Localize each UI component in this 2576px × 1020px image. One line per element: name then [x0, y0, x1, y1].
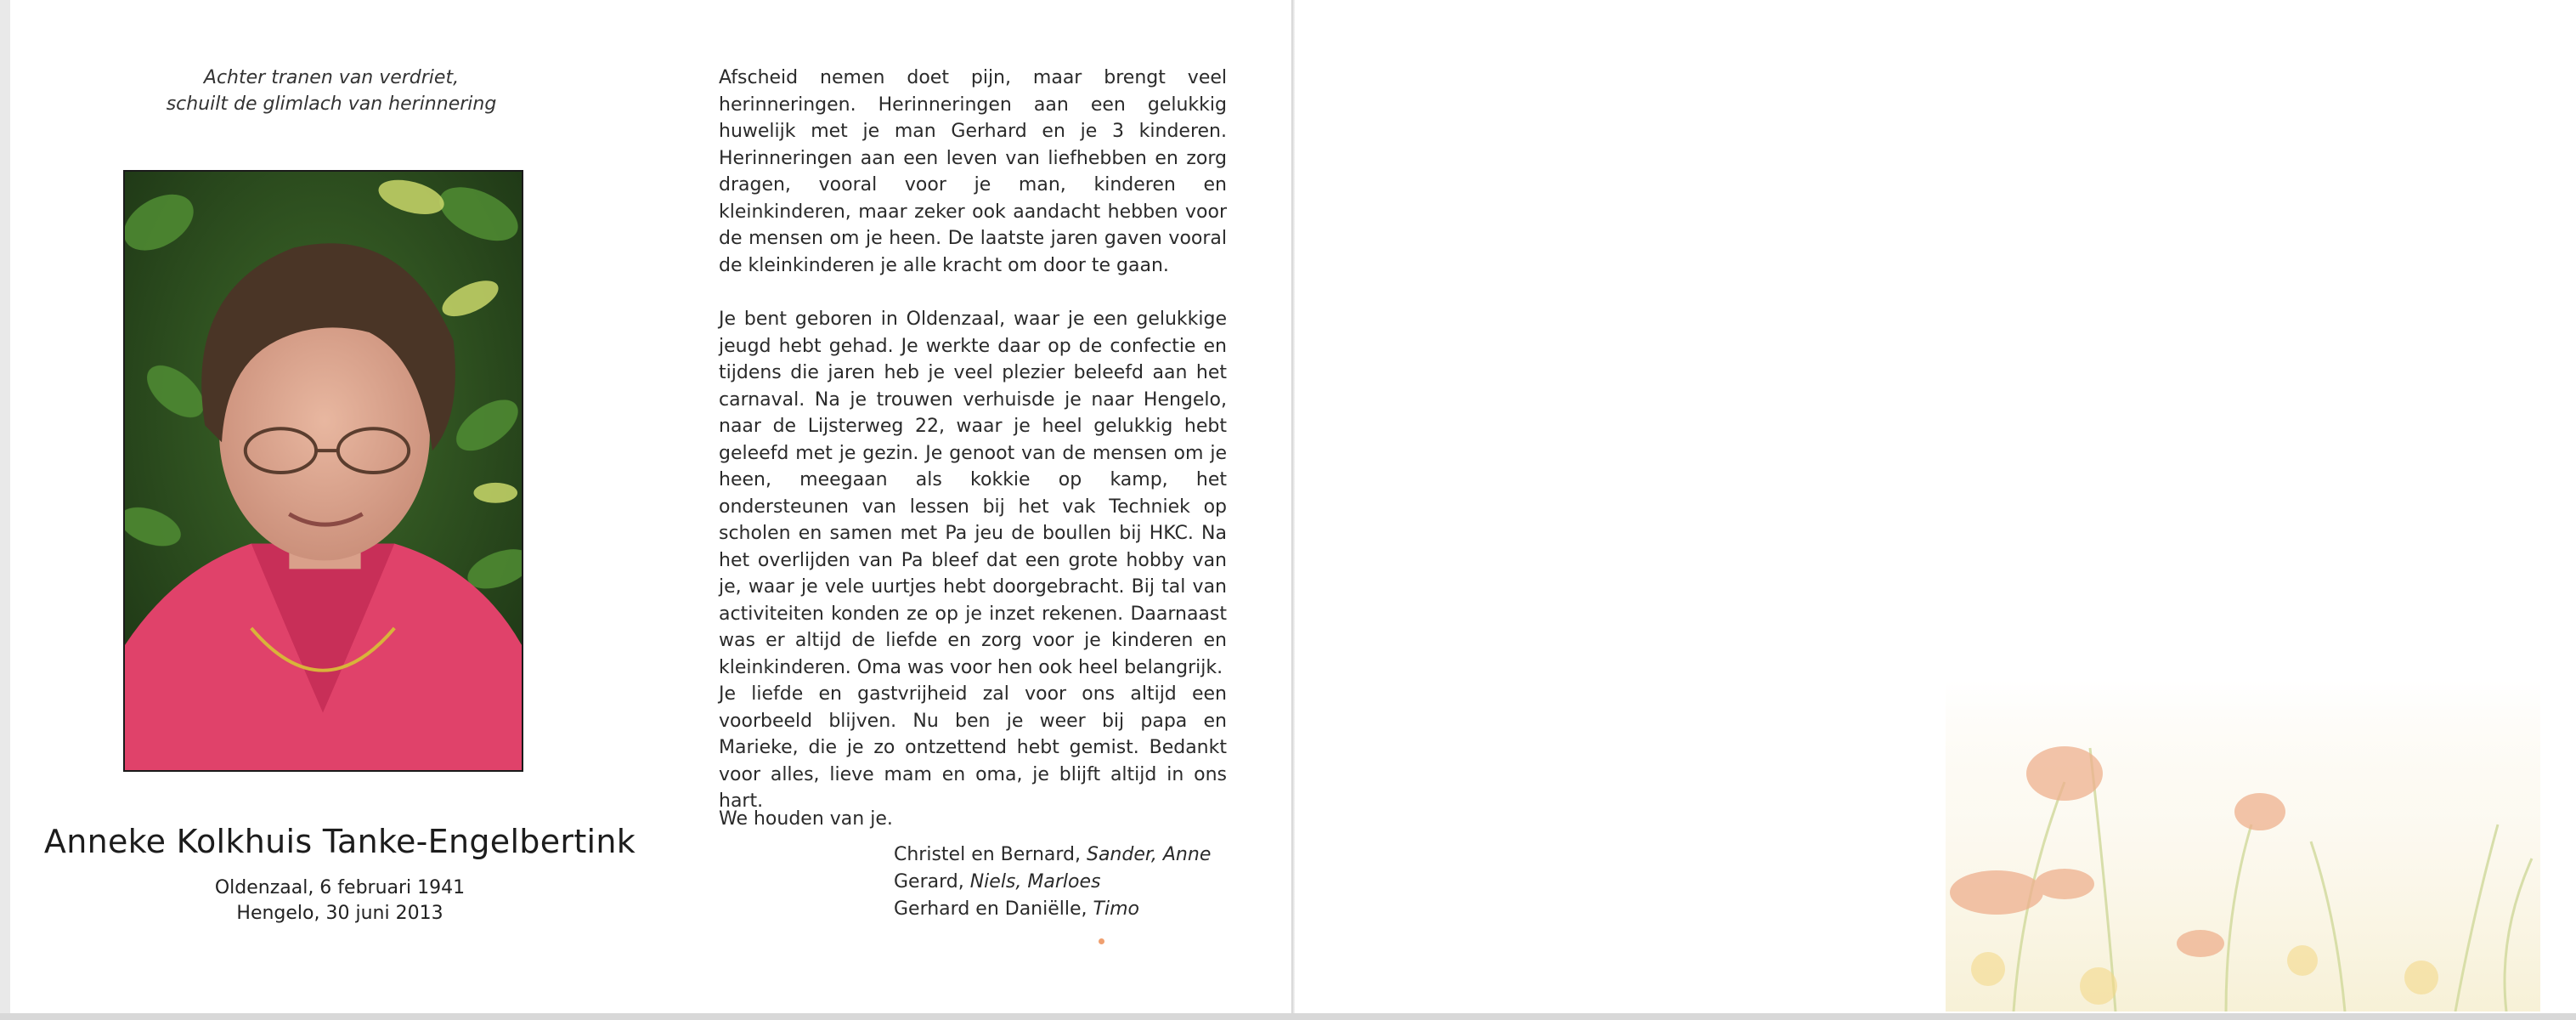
body-paragraph-1: Afscheid nemen doet pijn, maar brengt veel herinneringen. Herinneringen aan een gelukkig huwelijk met je man Gerhard en je 3 kinderen. Herinneringen aan een leven van liefhebben en zorg dragen, vooral voor je man, kinderen en kleinkinderen, maar zeker ook aandacht hebben voor de mensen om je heen. De laatste jaren gaven vooral de kleinkinderen je alle kracht om door te gaan. — [719, 67, 1227, 276]
signer-children: Sander, Anne — [1086, 844, 1212, 865]
deceased-name: Anneke Kolkhuis Tanke-Engelbertink — [43, 823, 636, 860]
life-dates — [153, 876, 527, 926]
signer-line — [894, 869, 1251, 896]
decorative-dot — [1099, 938, 1104, 944]
body-paragraph-3: Je liefde en gastvrijheid zal voor ons altijd een voorbeeld blijven. Nu ben je weer bij papa en Marieke, die je zo ontzettend hebt gemist. Bedankt voor alles, lieve mam en oma, je blijft altijd in ons hart. — [719, 683, 1227, 812]
poppy-icon — [1946, 680, 2540, 1012]
signer-line — [894, 896, 1251, 923]
motto-line-1: Achter tranen van verdriet, — [203, 67, 460, 88]
motto — [153, 65, 510, 117]
signers-list — [894, 842, 1251, 923]
motto-line-2: schuilt de glimlach van herinnering — [166, 94, 497, 115]
poppy-flowers-illustration — [1946, 680, 2540, 1012]
signer-parents: Christel en Bernard, — [894, 844, 1087, 865]
birth-date: Oldenzaal, 6 februari 1941 — [214, 877, 466, 898]
body-paragraph-2: Je bent geboren in Oldenzaal, waar je een gelukkige jeugd hebt gehad. Je werkte daar op de confectie en tijdens die jaren heb je veel plezier beleefd aan het carnaval. Na je trouwen verhuisde je naar Hengelo, naar de Lijsterweg 22, waar je heel gelukkig hebt geleefd met je gezin. Je genoot van de mensen om je heen, meegaan als kokkie op kamp, het ondersteunen van lessen bij het vak Techniek op scholen en samen met Pa jeu de boullen bij HKC. Na het overlijden van Pa bleef dat een grote hobby van je, waar je vele uurtjes hebt doorgebracht. Bij tal van activiteiten konden ze op je inzet rekenen. Daarnaast was er altijd de liefde en zorg voor je kinderen en kleinkinderen. Oma was voor hen ook heel belangrijk. — [719, 309, 1227, 678]
signer-children: Niels, Marloes — [969, 871, 1101, 892]
card-bottom-edge — [0, 1013, 2576, 1020]
signer-parents: Gerard, — [894, 871, 970, 892]
portrait-photo — [123, 170, 523, 772]
portrait-illustration — [125, 172, 522, 770]
death-date: Hengelo, 30 juni 2013 — [236, 903, 443, 924]
signer-line — [894, 842, 1251, 869]
signer-children: Timo — [1093, 898, 1139, 920]
closing-line: We houden van je. — [719, 808, 893, 830]
signer-parents: Gerhard en Daniëlle, — [894, 898, 1093, 920]
